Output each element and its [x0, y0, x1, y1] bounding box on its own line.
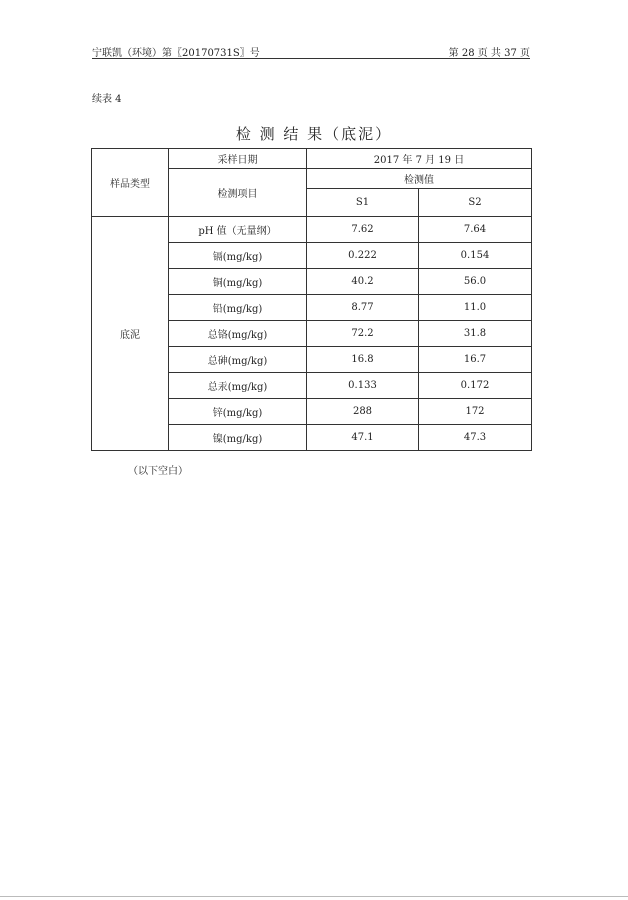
s1-value-cell: 16.8 [307, 347, 419, 373]
page-header [92, 44, 530, 59]
s1-value-cell: 288 [307, 399, 419, 425]
results-table [91, 148, 532, 451]
s1-value-cell: 40.2 [307, 269, 419, 295]
s2-value-cell: 0.172 [419, 373, 532, 399]
table-title: 检 测 结 果（底泥） [235, 125, 393, 143]
s1-value-cell: 7.62 [307, 217, 419, 243]
sample-type-cell: 底泥 [92, 217, 169, 451]
s1-value-cell: 0.222 [307, 243, 419, 269]
item-cell: 铅(mg/kg) [169, 295, 307, 321]
blank-note: （以下空白） [128, 466, 188, 477]
s1-value-cell: 8.77 [307, 295, 419, 321]
s2-value-cell: 11.0 [419, 295, 532, 321]
sample-type-header: 样品类型 [92, 149, 169, 217]
s1-value-cell: 72.2 [307, 321, 419, 347]
s2-value-cell: 47.3 [419, 425, 532, 451]
page-number: 第 28 页 共 37 页 [448, 48, 530, 59]
site-s2-header: S2 [419, 189, 532, 217]
item-cell: 总砷(mg/kg) [169, 347, 307, 373]
item-header: 检测项目 [169, 169, 307, 217]
table-caption: 续表 4 [92, 94, 122, 105]
item-cell: 镉(mg/kg) [169, 243, 307, 269]
s1-value-cell: 47.1 [307, 425, 419, 451]
sampling-date-value: 2017 年 7 月 19 日 [307, 149, 532, 169]
page-bottom-divider [0, 896, 628, 897]
s1-value-cell: 0.133 [307, 373, 419, 399]
table-row [92, 217, 532, 243]
item-cell: 锌(mg/kg) [169, 399, 307, 425]
item-cell: 总汞(mg/kg) [169, 373, 307, 399]
s2-value-cell: 172 [419, 399, 532, 425]
item-cell: 铜(mg/kg) [169, 269, 307, 295]
value-header: 检测值 [307, 169, 532, 189]
s2-value-cell: 31.8 [419, 321, 532, 347]
s2-value-cell: 56.0 [419, 269, 532, 295]
s2-value-cell: 0.154 [419, 243, 532, 269]
sampling-date-header: 采样日期 [169, 149, 307, 169]
table-header-row [92, 149, 532, 169]
s2-value-cell: 16.7 [419, 347, 532, 373]
site-s1-header: S1 [307, 189, 419, 217]
item-cell: pH 值（无量纲） [169, 217, 307, 243]
s2-value-cell: 7.64 [419, 217, 532, 243]
report-number: 宁联凯（环境）第〖20170731S〗号 [92, 48, 260, 59]
item-cell: 总铬(mg/kg) [169, 321, 307, 347]
item-cell: 镍(mg/kg) [169, 425, 307, 451]
